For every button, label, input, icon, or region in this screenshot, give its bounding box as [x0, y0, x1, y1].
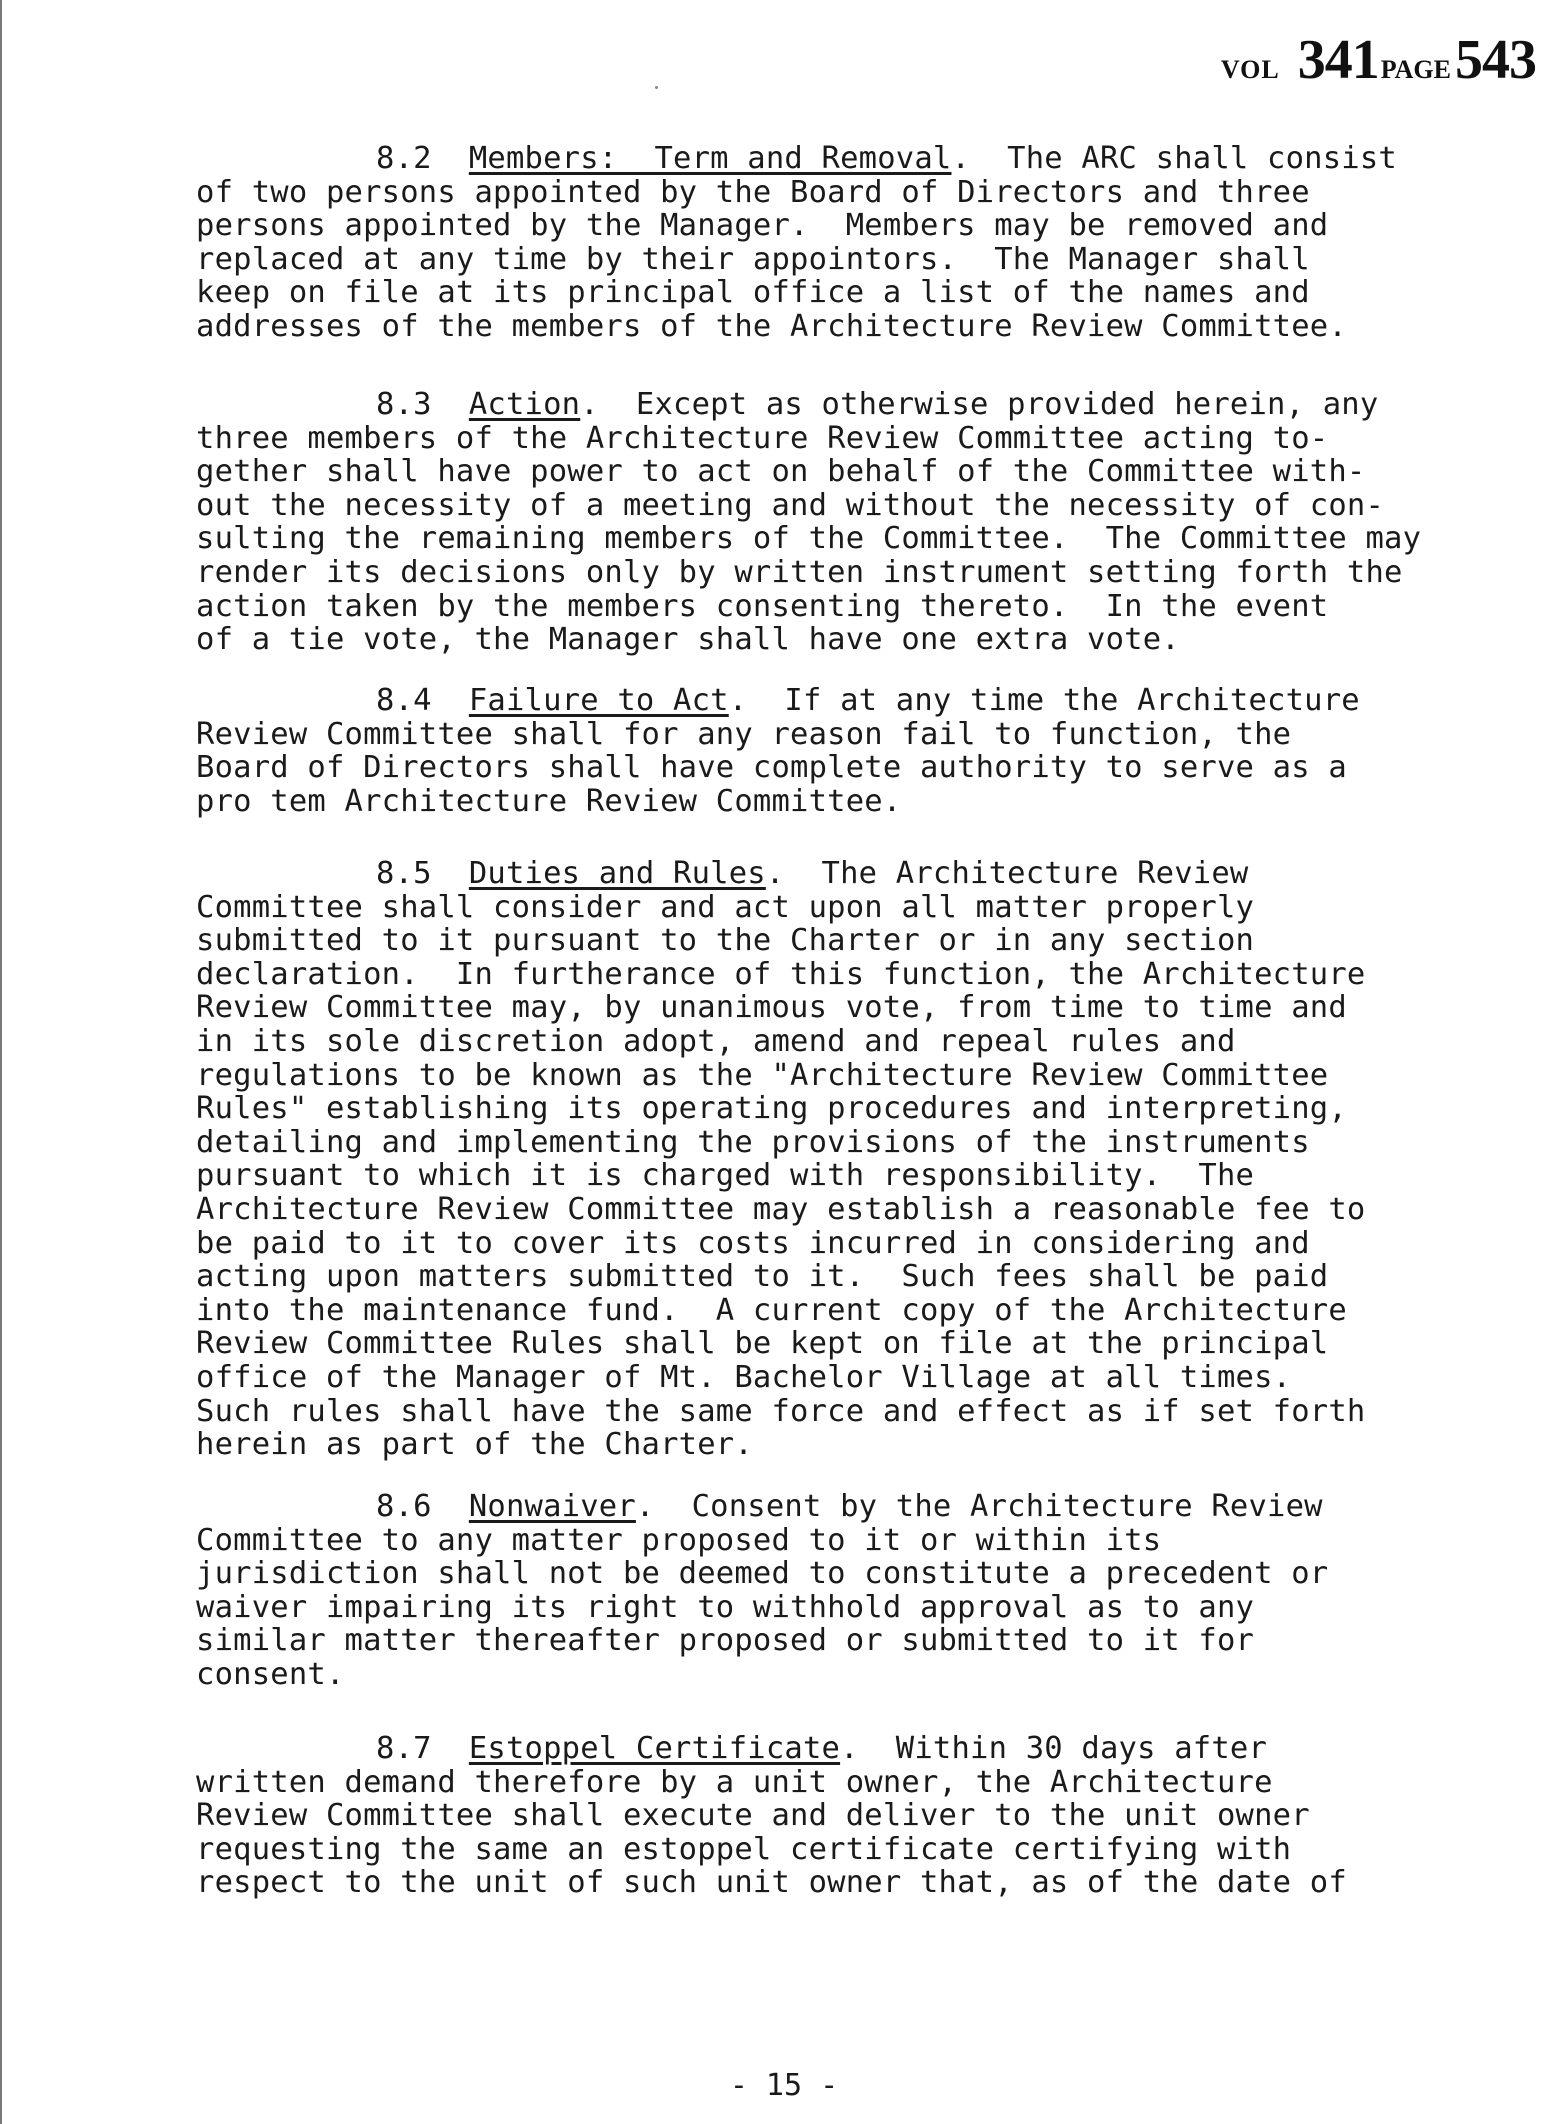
section-first-line-text: . If at any time the Architecture — [728, 683, 1360, 718]
section-first-line-text: . Within 30 days after — [840, 1731, 1268, 1766]
body-text-line: of two persons appointed by the Board of Directors and three — [196, 174, 1310, 210]
section-8-7 — [196, 1732, 1516, 1900]
volume-page-stamp — [1221, 28, 1536, 92]
section-8-2 — [196, 142, 1516, 344]
page-label: PAGE — [1380, 55, 1451, 84]
section-8-6 — [196, 1490, 1516, 1692]
body-text-line: addresses of the members of the Architecture Review Committee. — [196, 308, 1347, 344]
section-number: 8.3 — [376, 387, 432, 422]
section-first-line — [196, 857, 1516, 891]
body-text-line: Review Committee Rules shall be kept on file at the principal — [196, 1326, 1329, 1362]
body-text-line: Board of Directors shall have complete authority to serve as a — [196, 750, 1347, 786]
section-first-line-text: . Consent by the Architecture Review — [635, 1489, 1323, 1524]
section-first-line — [196, 1732, 1516, 1766]
body-text-line: three members of the Architecture Review Committee acting to- — [196, 420, 1329, 456]
section-first-line-text: . The Architecture Review — [765, 856, 1249, 891]
body-text-line: into the maintenance fund. A current copy of the Architecture — [196, 1292, 1347, 1328]
body-text-line: in its sole discretion adopt, amend and repeal rules and — [196, 1023, 1236, 1059]
vol-label: VOL — [1220, 55, 1280, 84]
body-text-line: acting upon matters submitted to it. Such fees shall be paid — [196, 1259, 1329, 1295]
body-text-line: Rules" establishing its operating procedures and interpreting, — [196, 1091, 1347, 1127]
body-text-line: similar matter thereafter proposed or submitted to it for — [196, 1623, 1255, 1659]
body-text-line: be paid to it to cover its costs incurred in considering and — [196, 1225, 1310, 1261]
body-text-line: pro tem Architecture Review Committee. — [196, 783, 902, 819]
body-text-line: waiver impairing its right to withhold approval as to any — [196, 1589, 1255, 1625]
section-heading: Estoppel Certificate — [468, 1731, 841, 1766]
section-8-5 — [196, 857, 1516, 1462]
section-number: 8.6 — [376, 1489, 432, 1524]
body-text-line: out the necessity of a meeting and without the necessity of con- — [196, 487, 1385, 523]
section-heading: Duties and Rules — [468, 856, 766, 891]
body-text-line: regulations to be known as the "Architecture Review Committee — [196, 1057, 1329, 1093]
body-text-line: Review Committee shall for any reason fail to function, the — [196, 716, 1292, 752]
body-text-line: gether shall have power to act on behalf of the Committee with- — [196, 454, 1366, 490]
body-text-line: of a tie vote, the Manager shall have one extra vote. — [196, 622, 1180, 658]
section-first-line — [196, 142, 1516, 176]
body-text-line: Such rules shall have the same force and effect as if set forth — [196, 1393, 1366, 1429]
section-number: 8.2 — [376, 141, 432, 176]
section-heading: Nonwaiver — [468, 1489, 636, 1524]
section-number: 8.5 — [376, 856, 432, 891]
body-text-line: keep on file at its principal office a list of the names and — [196, 275, 1310, 311]
body-text-line: sulting the remaining members of the Committee. The Committee may — [196, 521, 1422, 557]
body-text-line: jurisdiction shall not be deemed to constitute a precedent or — [196, 1556, 1329, 1592]
stamp-page-number: 543 — [1455, 29, 1536, 91]
body-text-line: Review Committee shall execute and deliver to the unit owner — [196, 1798, 1310, 1834]
body-text-line: render its decisions only by written instrument setting forth the — [196, 554, 1403, 590]
section-first-line — [196, 684, 1516, 718]
body-text-line: Committee to any matter proposed to it or within its — [196, 1522, 1162, 1558]
scan-speck — [655, 86, 658, 89]
body-text-line: pursuant to which it is charged with responsibility. The — [196, 1158, 1255, 1194]
page-left-edge — [0, 0, 2, 2124]
body-text-line: requesting the same an estoppel certificate certifying with — [196, 1831, 1292, 1867]
body-text-line: written demand therefore by a unit owner, the Architecture — [196, 1764, 1273, 1800]
body-text-line: Architecture Review Committee may establish a reasonable fee to — [196, 1191, 1366, 1227]
body-text-line: detailing and implementing the provisions of the instruments — [196, 1124, 1310, 1160]
page-number-footer: - 15 - — [729, 2068, 839, 2103]
section-first-line-text: . Except as otherwise provided herein, any — [580, 387, 1379, 422]
section-first-line — [196, 1490, 1516, 1524]
body-text-line: persons appointed by the Manager. Members may be removed and — [196, 208, 1329, 244]
section-first-line-text: . The ARC shall consist — [951, 141, 1397, 176]
body-text-line: action taken by the members consenting thereto. In the event — [196, 588, 1329, 624]
vol-number: 341 — [1297, 29, 1379, 91]
section-heading: Failure to Act — [468, 683, 729, 718]
section-8-4 — [196, 684, 1516, 818]
body-text-line: replaced at any time by their appointors. The Manager shall — [196, 241, 1310, 277]
body-text-line: Review Committee may, by unanimous vote, from time to time and — [196, 990, 1347, 1026]
section-heading: Action — [468, 387, 581, 422]
body-text-line: submitted to it pursuant to the Charter or in any section — [196, 923, 1255, 959]
section-number: 8.7 — [376, 1731, 432, 1766]
body-text-line: consent. — [196, 1656, 345, 1692]
body-text-line: herein as part of the Charter. — [196, 1427, 753, 1463]
section-8-3 — [196, 388, 1516, 657]
body-text-line: respect to the unit of such unit owner that, as of the date of — [196, 1865, 1347, 1901]
section-first-line — [196, 388, 1516, 422]
section-number: 8.4 — [376, 683, 432, 718]
section-heading: Members: Term and Removal — [468, 141, 952, 176]
body-text-line: declaration. In furtherance of this function, the Architecture — [196, 956, 1366, 992]
body-text-line: office of the Manager of Mt. Bachelor Village at all times. — [196, 1359, 1292, 1395]
body-text-line: Committee shall consider and act upon all matter properly — [196, 889, 1255, 925]
